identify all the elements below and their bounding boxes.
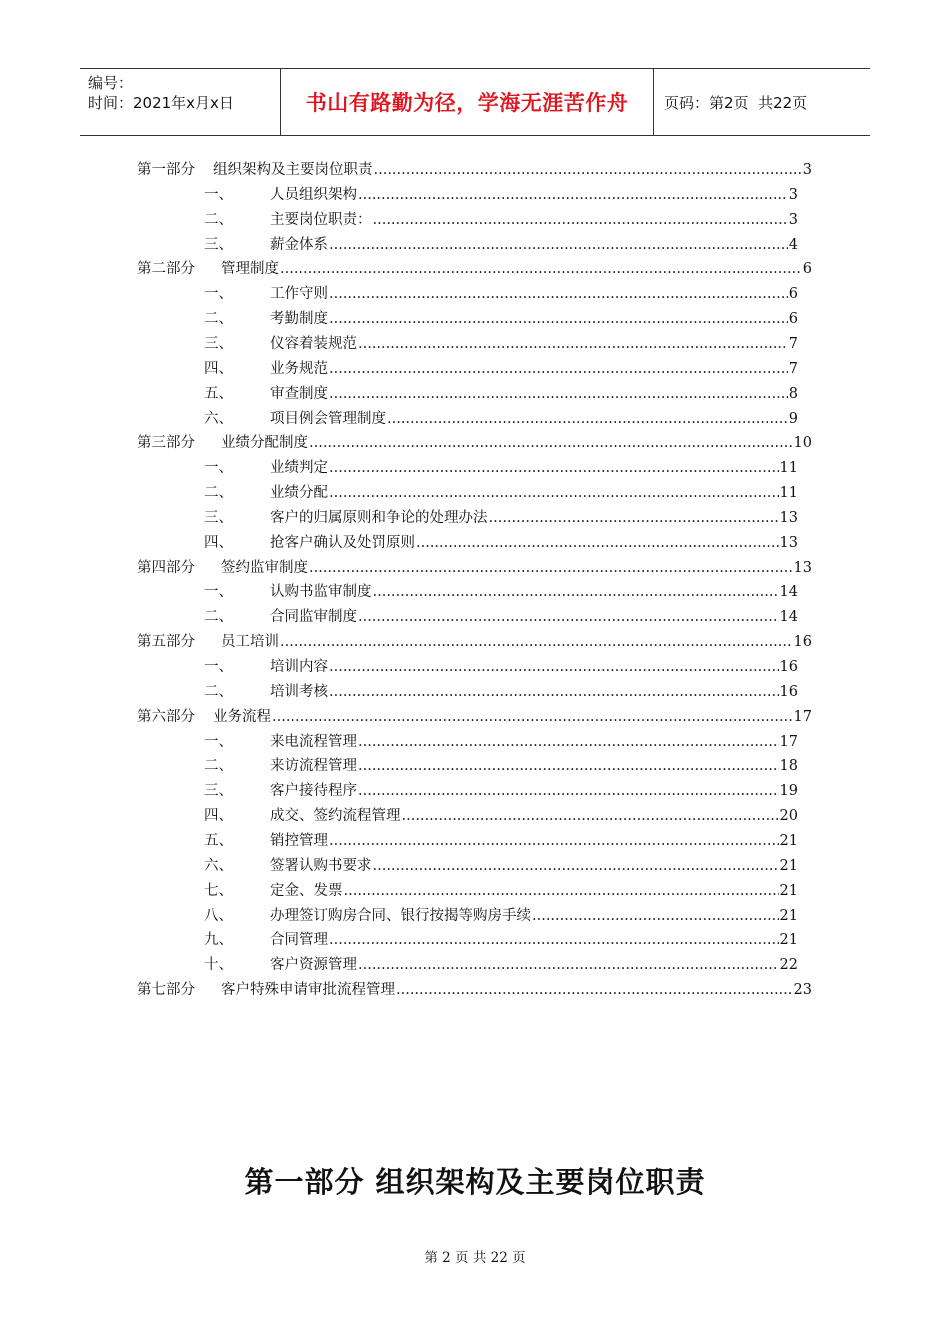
- toc-entry-page: 21: [779, 882, 798, 899]
- toc-entry-title: 薪金体系: [270, 236, 328, 253]
- toc-entry-title: 业绩判定: [270, 460, 328, 477]
- toc-leader-dots: [329, 680, 779, 704]
- toc-entry[interactable]: [204, 754, 798, 778]
- toc-entry-title: 成交、签约流程管理: [270, 808, 401, 825]
- toc-leader-dots: [280, 630, 793, 654]
- toc-leader-dots: [358, 332, 788, 356]
- toc-entry[interactable]: [204, 282, 798, 306]
- toc-entry[interactable]: [204, 680, 798, 704]
- toc-entry[interactable]: [137, 158, 812, 182]
- toc-leader-dots: [489, 506, 779, 530]
- toc-leader-dots: [402, 804, 779, 828]
- toc-entry[interactable]: [137, 556, 812, 580]
- toc-entry[interactable]: [204, 854, 798, 878]
- toc-entry-page: 13: [793, 559, 812, 576]
- toc-entry[interactable]: [137, 705, 812, 729]
- toc-entry-number: 八、: [204, 907, 233, 924]
- toc-leader-dots: [280, 257, 802, 281]
- toc-leader-dots: [358, 730, 779, 754]
- toc-leader-dots: [358, 183, 788, 207]
- toc-entry-number: 六、: [204, 410, 233, 427]
- toc-entry-number: 四、: [204, 808, 233, 825]
- toc-entry-title: 员工培训: [221, 634, 279, 651]
- toc-leader-dots: [373, 854, 779, 878]
- toc-entry[interactable]: [204, 307, 798, 331]
- time-label: 时间：2021年x月x日: [88, 94, 234, 112]
- toc-entry-page: 21: [779, 832, 798, 849]
- toc-leader-dots: [329, 829, 779, 853]
- toc-leader-dots: [309, 431, 793, 455]
- toc-entry-title: 签署认购书要求: [270, 857, 372, 874]
- toc-entry-number: 二、: [204, 311, 233, 328]
- toc-entry-title: 合同管理: [270, 932, 328, 949]
- toc-entry[interactable]: [204, 953, 798, 977]
- toc-entry[interactable]: [204, 904, 798, 928]
- toc-entry[interactable]: [204, 580, 798, 604]
- toc-entry[interactable]: [204, 605, 798, 629]
- toc-entry-number: 第四部分: [137, 559, 195, 576]
- toc-entry-page: 4: [788, 236, 798, 253]
- toc-entry-number: 第六部分: [137, 708, 195, 725]
- toc-entry-title: 销控管理: [270, 832, 328, 849]
- toc-entry-title: 主要岗位职责：: [270, 211, 372, 228]
- toc-entry-page: 6: [788, 311, 798, 328]
- toc-entry-page: 14: [779, 584, 798, 601]
- toc-entry-title: 培训内容: [270, 659, 328, 675]
- toc-entry-number: 第三部分: [137, 435, 195, 452]
- toc-entry-number: 二、: [204, 485, 233, 502]
- toc-entry-title: 客户的归属原则和争论的处理办法: [270, 509, 488, 526]
- toc-entry-page: 22: [779, 957, 798, 974]
- toc-leader-dots: [396, 978, 793, 1002]
- toc-leader-dots: [358, 779, 779, 803]
- toc-entry-title: 认购书监审制度: [270, 584, 372, 601]
- toc-entry-number: 第一部分: [137, 162, 195, 178]
- toc-entry-page: 11: [779, 485, 798, 502]
- toc-leader-dots: [329, 357, 788, 381]
- page-footer: 第 2 页 共 22 页: [424, 1250, 526, 1266]
- toc-entry-number: 一、: [204, 659, 233, 675]
- toc-entry[interactable]: [204, 928, 798, 952]
- toc-entry-title: 业务规范: [270, 360, 328, 377]
- toc-entry-title: 工作守则: [270, 286, 328, 303]
- toc-entry-page: 23: [793, 982, 812, 999]
- toc-leader-dots: [309, 556, 793, 580]
- toc-entry-page: 18: [779, 758, 798, 775]
- toc-entry-title: 抢客户确认及处罚原则: [270, 534, 415, 551]
- toc-entry[interactable]: [204, 407, 798, 431]
- toc-entry[interactable]: [137, 630, 812, 654]
- toc-entry[interactable]: [204, 208, 798, 232]
- toc-entry-number: 二、: [204, 609, 233, 626]
- toc-entry-title: 签约监审制度: [221, 559, 308, 576]
- toc-entry-number: 第二部分: [137, 261, 195, 278]
- toc-entry[interactable]: [204, 357, 798, 381]
- toc-entry-title: 办理签订购房合同、银行按揭等购房手续: [270, 907, 531, 924]
- toc-entry[interactable]: [204, 829, 798, 853]
- toc-entry-page: 3: [802, 162, 812, 178]
- toc-entry[interactable]: [137, 257, 812, 281]
- toc-entry-number: 五、: [204, 832, 233, 849]
- toc-entry[interactable]: [204, 183, 798, 207]
- toc-entry-number: 第七部分: [137, 982, 195, 999]
- toc-entry-page: 7: [788, 360, 798, 377]
- toc-leader-dots: [329, 655, 779, 679]
- toc-entry-title: 业绩分配制度: [221, 435, 308, 452]
- toc-entry-page: 19: [779, 783, 798, 800]
- toc-entry-number: 一、: [204, 584, 233, 601]
- toc-entry-title: 合同监审制度: [270, 609, 357, 626]
- toc-entry-number: 六、: [204, 857, 233, 874]
- toc-leader-dots: [373, 580, 779, 604]
- toc-entry[interactable]: [204, 655, 798, 679]
- toc-leader-dots: [329, 307, 788, 331]
- toc-entry-number: 一、: [204, 460, 233, 477]
- toc-entry-title: 培训考核: [270, 683, 328, 700]
- toc-leader-dots: [532, 904, 779, 928]
- toc-entry-title: 业绩分配: [270, 485, 328, 502]
- toc-leader-dots: [416, 531, 779, 555]
- toc-entry-number: 四、: [204, 360, 233, 377]
- toc-entry-title: 来访流程管理: [270, 758, 357, 775]
- toc-entry-page: 6: [802, 261, 812, 278]
- toc-entry-number: 一、: [204, 186, 233, 203]
- toc-entry-page: 11: [779, 460, 798, 477]
- toc-entry[interactable]: [204, 382, 798, 406]
- toc-entry[interactable]: [204, 730, 798, 754]
- toc-entry[interactable]: [204, 531, 798, 555]
- toc-entry-title: 客户资源管理: [270, 957, 357, 974]
- toc-entry-page: 21: [779, 932, 798, 949]
- toc-entry-page: 14: [779, 609, 798, 626]
- page-info-text: 页码：第2页 共22页: [664, 93, 808, 112]
- toc-entry-number: 二、: [204, 683, 233, 700]
- toc-entry[interactable]: [137, 431, 812, 455]
- toc-entry-title: 客户接待程序: [270, 783, 357, 800]
- toc-leader-dots: [358, 605, 779, 629]
- toc-entry[interactable]: [204, 233, 798, 257]
- toc-entry[interactable]: [204, 779, 798, 803]
- toc-entry-number: 三、: [204, 236, 233, 253]
- toc-entry-number: 五、: [204, 385, 233, 402]
- toc-leader-dots: [329, 233, 788, 257]
- toc-entry-page: 16: [793, 634, 812, 651]
- toc-entry-page: 21: [779, 857, 798, 874]
- toc-entry-number: 一、: [204, 286, 233, 303]
- toc-entry-number: 二、: [204, 758, 233, 775]
- toc-leader-dots: [373, 208, 788, 232]
- header-meta: [80, 69, 281, 135]
- header-motto: 书山有路勤为径，学海无涯苦作舟: [281, 69, 654, 135]
- toc-entry-page: 7: [788, 335, 798, 352]
- toc-entry-title: 管理制度: [221, 261, 279, 278]
- toc-leader-dots: [329, 282, 788, 306]
- toc-entry-page: 3: [788, 211, 798, 228]
- toc-entry-number: 十、: [204, 957, 233, 974]
- toc-entry-page: 16: [779, 659, 798, 675]
- toc-entry-page: 13: [779, 509, 798, 526]
- toc-entry-number: 四、: [204, 534, 233, 551]
- toc-entry-title: 组织架构及主要岗位职责: [213, 162, 373, 178]
- toc-leader-dots: [358, 953, 779, 977]
- toc-entry-page: 17: [793, 708, 812, 725]
- toc-leader-dots: [329, 481, 779, 505]
- toc-entry[interactable]: [137, 978, 812, 1002]
- toc-entry-page: 8: [788, 385, 798, 402]
- toc-entry-title: 审查制度: [270, 385, 328, 402]
- toc-entry-page: 6: [788, 286, 798, 303]
- toc-leader-dots: [344, 879, 779, 903]
- toc-entry-page: 3: [788, 186, 798, 203]
- toc-entry[interactable]: [204, 456, 798, 480]
- toc-entry-number: 第五部分: [137, 634, 195, 651]
- header-page-info: [654, 69, 870, 135]
- toc-leader-dots: [329, 928, 779, 952]
- toc-entry-page: 9: [788, 410, 798, 427]
- toc-entry-title: 来电流程管理: [270, 733, 357, 750]
- toc-entry[interactable]: [204, 879, 798, 903]
- toc-entry-page: 16: [779, 683, 798, 700]
- toc-entry-title: 仪容着装规范: [270, 335, 357, 352]
- header-table: [80, 68, 870, 136]
- section-heading: 第一部分 组织架构及主要岗位职责: [244, 1165, 706, 1199]
- toc-entry-page: 17: [779, 733, 798, 750]
- toc-entry-number: 九、: [204, 932, 233, 949]
- toc-leader-dots: [374, 158, 802, 182]
- toc-leader-dots: [358, 754, 779, 778]
- toc-leader-dots: [329, 456, 779, 480]
- toc-entry-page: 13: [779, 534, 798, 551]
- toc-entry-title: 人员组织架构: [270, 186, 357, 203]
- toc-entry[interactable]: [204, 804, 798, 828]
- toc-entry-number: 二、: [204, 211, 233, 228]
- toc-entry-number: 七、: [204, 882, 233, 899]
- toc-leader-dots: [387, 407, 788, 431]
- toc-entry[interactable]: [204, 332, 798, 356]
- toc-entry-number: 三、: [204, 509, 233, 526]
- toc-leader-dots: [329, 382, 788, 406]
- toc-entry-number: 一、: [204, 733, 233, 750]
- toc-entry-number: 三、: [204, 783, 233, 800]
- toc-entry-number: 三、: [204, 335, 233, 352]
- toc-entry-page: 21: [779, 907, 798, 924]
- toc-entry-title: 项目例会管理制度: [270, 410, 386, 427]
- toc-entry-page: 20: [779, 808, 798, 825]
- toc-entry[interactable]: [204, 506, 798, 530]
- code-label: 编号：: [88, 74, 134, 92]
- toc-entry[interactable]: [204, 481, 798, 505]
- toc-entry-title: 业务流程: [213, 708, 271, 725]
- toc-entry-title: 定金、发票: [270, 882, 343, 899]
- toc-entry-page: 10: [793, 435, 812, 452]
- toc-entry-title: 考勤制度: [270, 311, 328, 328]
- toc-leader-dots: [272, 705, 793, 729]
- toc-entry-title: 客户特殊申请审批流程管理: [221, 982, 395, 999]
